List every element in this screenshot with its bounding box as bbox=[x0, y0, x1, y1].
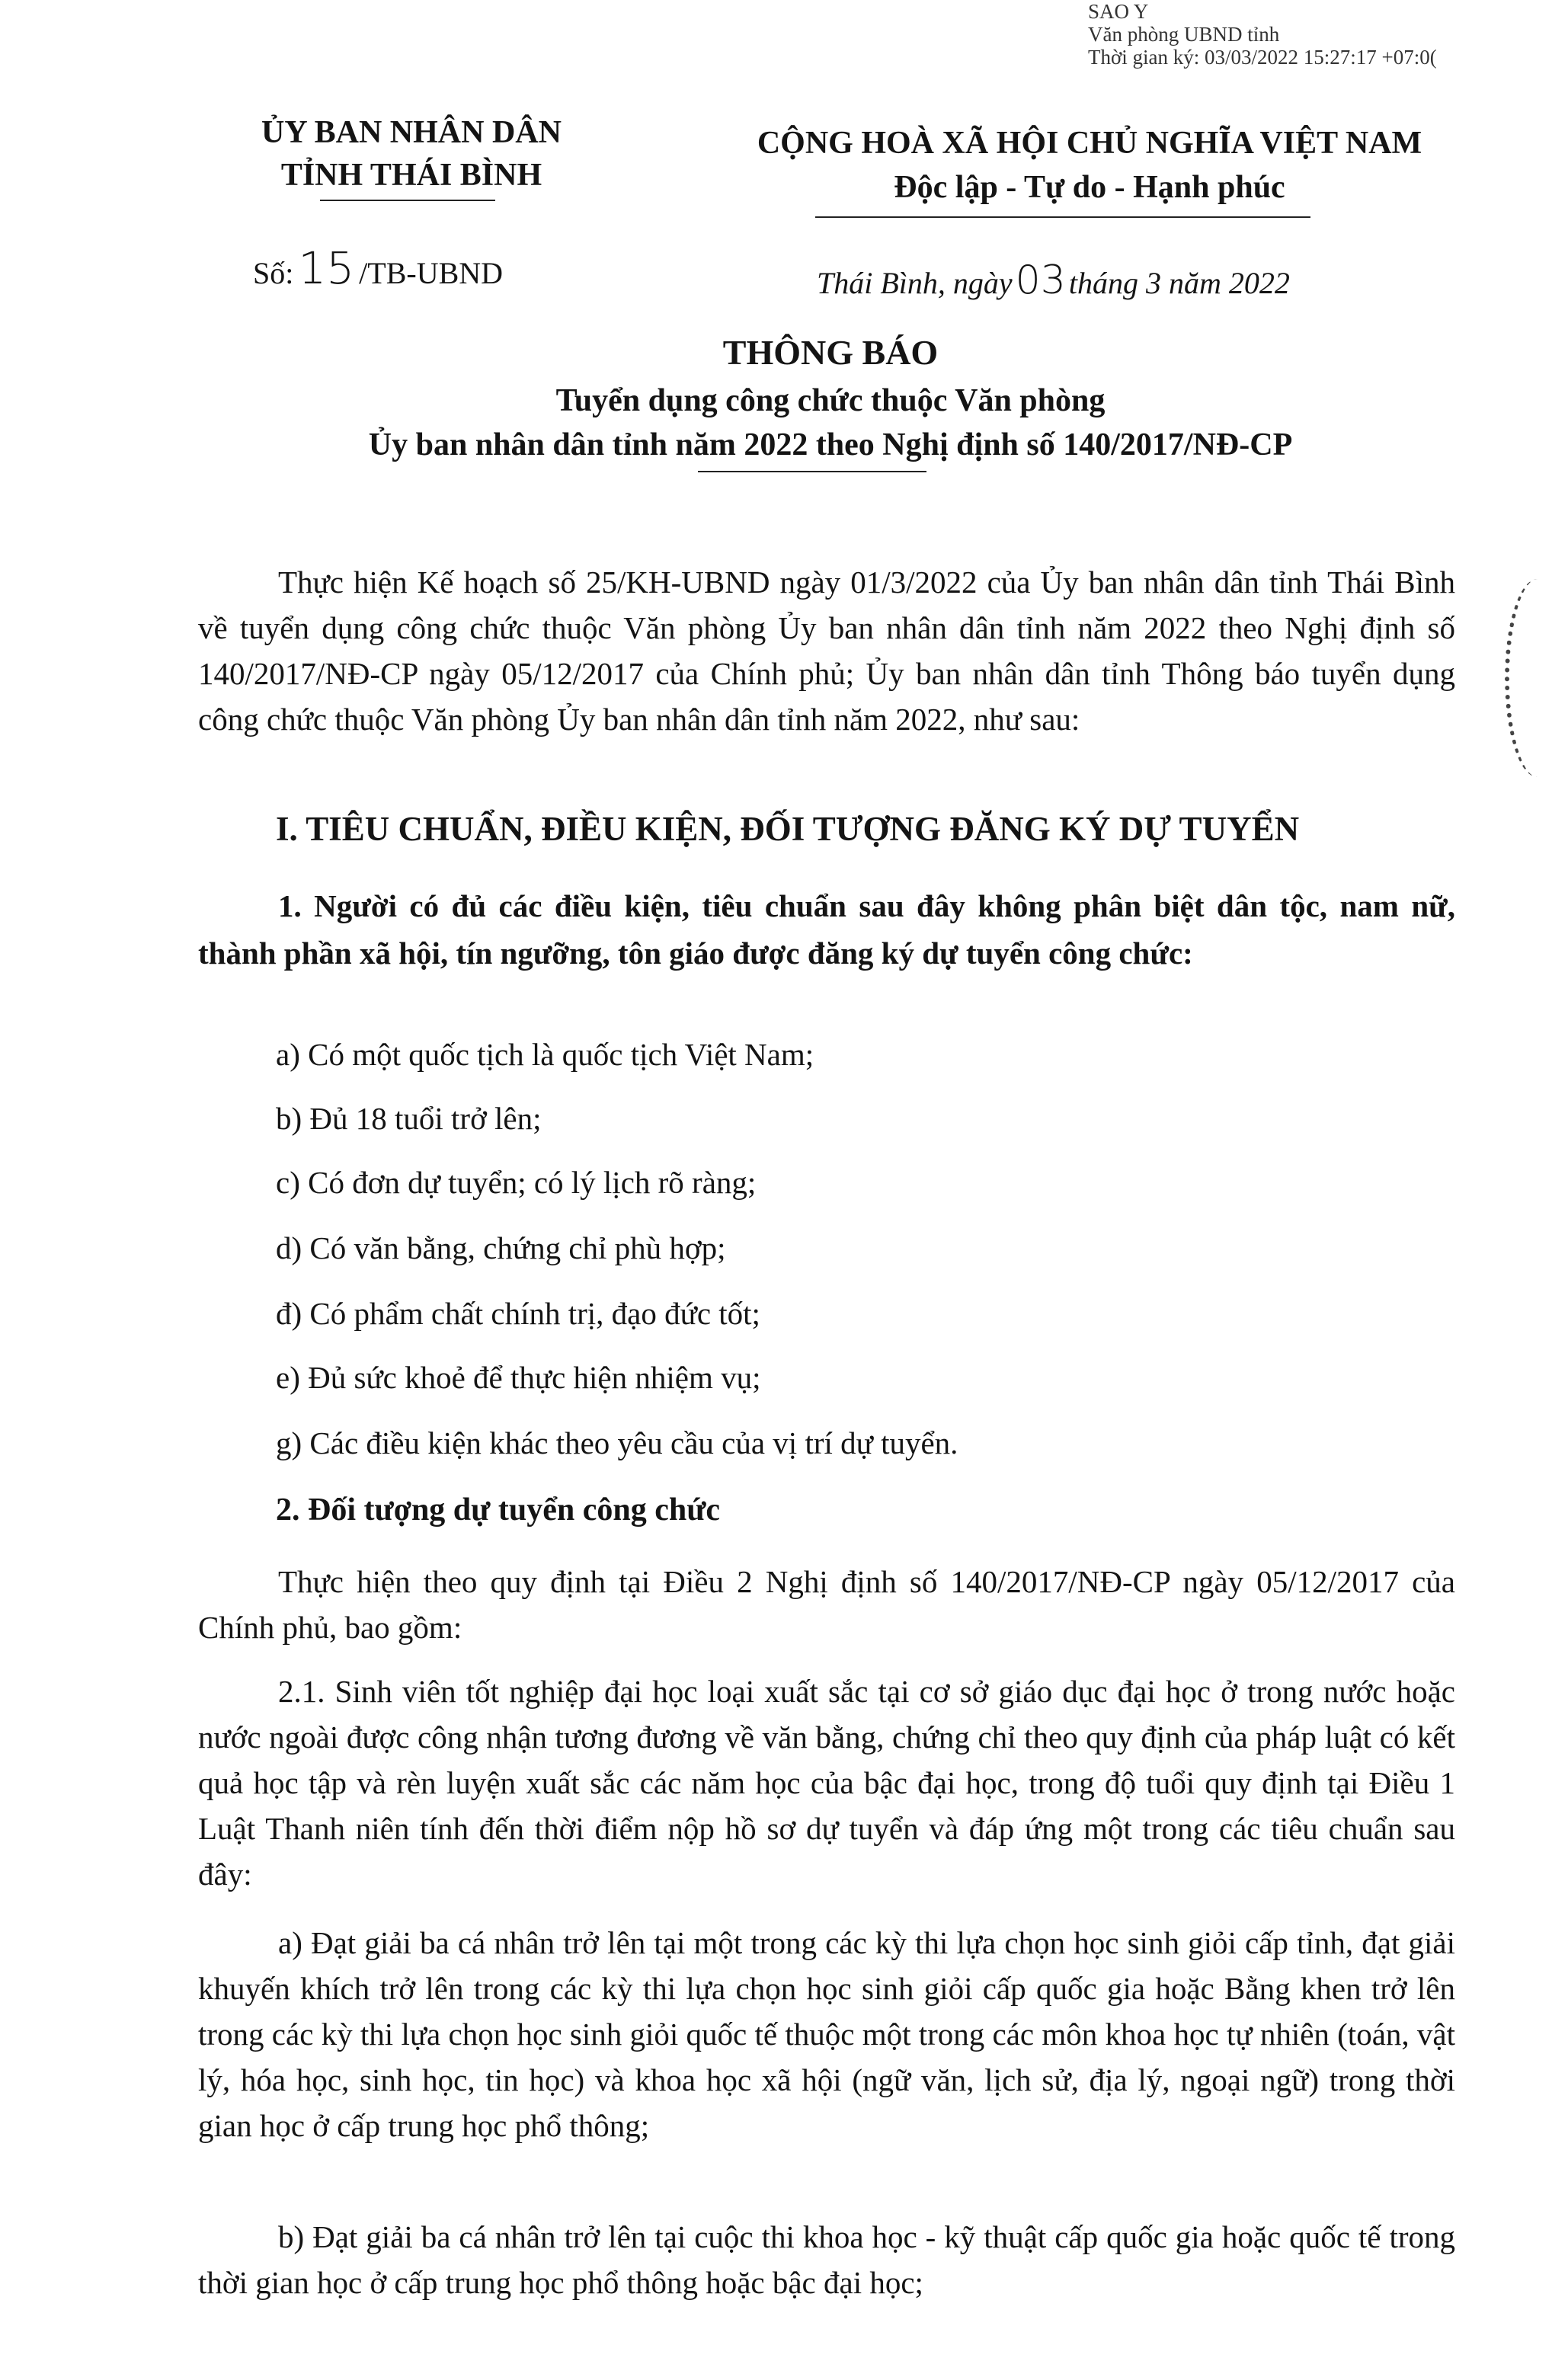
condition-b: b) Đủ 18 tuổi trở lên; bbox=[276, 1101, 542, 1136]
issue-date-day: 03 bbox=[1015, 258, 1066, 303]
copy-stamp-line1: SAO Y bbox=[1088, 0, 1149, 23]
notice-title: THÔNG BÁO bbox=[722, 333, 939, 372]
notice-subtitle-line2: Ủy ban nhân dân tỉnh năm 2022 theo Nghị định số 140/2017/NĐ-CP bbox=[368, 427, 1293, 462]
point-2-1-paragraph: 2.1. Sinh viên tốt nghiệp đại học loại xuất sắc tại cơ sở giáo dục đại học ở trong nước hoặc nước ngoài được công nhận tương đương về văn bằng, chứng chỉ theo quy định của pháp luật có kết quả học tập và rèn luyện xuất sắc các năm học của bậc đại học, trong độ tuổi quy định tại Điều 1 Luật Thanh niên tính đến thời điểm nộp hồ sơ dự tuyển và đáp ứng một trong các tiêu chuẩn sau đây: bbox=[198, 1674, 1455, 1892]
condition-dd: đ) Có phẩm chất chính trị, đạo đức tốt; bbox=[276, 1296, 760, 1331]
condition-g: g) Các điều kiện khác theo yêu cầu của vị trí dự tuyển. bbox=[276, 1425, 958, 1460]
condition-e: e) Đủ sức khoẻ để thực hiện nhiệm vụ; bbox=[276, 1360, 761, 1395]
intro-paragraph: Thực hiện Kế hoạch số 25/KH-UBND ngày 01/3/2022 của Ủy ban nhân dân tỉnh Thái Bình về tuyển dụng công chức thuộc Văn phòng Ủy ban nhân dân tỉnh năm 2022 theo Nghị định số 140/2017/NĐ-CP ngày 05/12/2017 của Chính phủ; Ủy ban nhân dân tỉnh Thông báo tuyển dụng công chức thuộc Văn phòng Ủy ban nhân dân tỉnh năm 2022, như sau: bbox=[198, 565, 1455, 737]
issuer-name-line2: TỈNH THÁI BÌNH bbox=[280, 158, 542, 193]
condition-c: c) Có đơn dự tuyển; có lý lịch rõ ràng; bbox=[276, 1165, 757, 1200]
seal-stamp-partial bbox=[1505, 579, 1552, 777]
document-number bbox=[253, 242, 503, 294]
point-2-1-a-paragraph: a) Đạt giải ba cá nhân trở lên tại một trong các kỳ thi lựa chọn học sinh giỏi cấp tỉnh, đạt giải khuyến khích trở lên trong các kỳ thi lựa chọn học sinh giỏi cấp quốc gia hoặc Bằng khen trở lên trong các kỳ thi lựa chọn học sinh giỏi quốc tế thuộc một trong các môn khoa học tự nhiên (toán, vật lý, hóa học, sinh học, tin học) và khoa học xã hội (ngữ văn, lịch sử, địa lý, ngoại ngữ) trong thời gian học ở cấp trung học phổ thông; bbox=[198, 1925, 1455, 2143]
copy-stamp bbox=[1088, 0, 1437, 69]
copy-stamp-line2: Văn phòng UBND tỉnh bbox=[1088, 23, 1280, 46]
title-underline bbox=[698, 471, 926, 472]
copy-stamp-line3: Thời gian ký: 03/03/2022 15:27:17 +07:0( bbox=[1088, 46, 1437, 69]
condition-d: d) Có văn bằng, chứng chỉ phù hợp; bbox=[276, 1230, 726, 1265]
document-number-suffix: /TB-UBND bbox=[359, 256, 504, 290]
national-motto: Độc lập - Tự do - Hạnh phúc bbox=[894, 170, 1285, 205]
issuer-underline bbox=[320, 200, 495, 201]
issuer-name-line1: ỦY BAN NHÂN DÂN bbox=[261, 115, 562, 150]
issue-date bbox=[817, 258, 1290, 303]
document-number-value: 15 bbox=[298, 242, 355, 294]
issue-date-prefix: Thái Bình, ngày bbox=[817, 266, 1013, 300]
issue-date-suffix: tháng 3 năm 2022 bbox=[1068, 266, 1290, 300]
point-2-1-b-paragraph: b) Đạt giải ba cá nhân trở lên tại cuộc thi khoa học - kỹ thuật cấp quốc gia hoặc quốc tế trong thời gian học ở cấp trung học phổ thông hoặc bậc đại học; bbox=[198, 2219, 1455, 2300]
condition-a: a) Có một quốc tịch là quốc tịch Việt Nam; bbox=[276, 1037, 814, 1072]
motto-underline bbox=[815, 216, 1310, 218]
document-number-prefix: Số: bbox=[253, 256, 294, 290]
point-1-paragraph: 1. Người có đủ các điều kiện, tiêu chuẩn sau đây không phân biệt dân tộc, nam nữ, thành phần xã hội, tín ngưỡng, tôn giáo được đăng ký dự tuyển công chức: bbox=[198, 888, 1455, 971]
point-2-heading: 2. Đối tượng dự tuyển công chức bbox=[276, 1492, 721, 1527]
point-2-intro: Thực hiện theo quy định tại Điều 2 Nghị định số 140/2017/NĐ-CP ngày 05/12/2017 của Chính phủ, bao gồm: bbox=[198, 1564, 1455, 1645]
national-title: CỘNG HOÀ XÃ HỘI CHỦ NGHĨA VIỆT NAM bbox=[757, 126, 1422, 161]
notice-subtitle-line1: Tuyển dụng công chức thuộc Văn phòng bbox=[555, 383, 1106, 418]
section-1-heading: I. TIÊU CHUẨN, ĐIỀU KIỆN, ĐỐI TƯỢNG ĐĂNG KÝ DỰ TUYỂN bbox=[276, 810, 1300, 848]
